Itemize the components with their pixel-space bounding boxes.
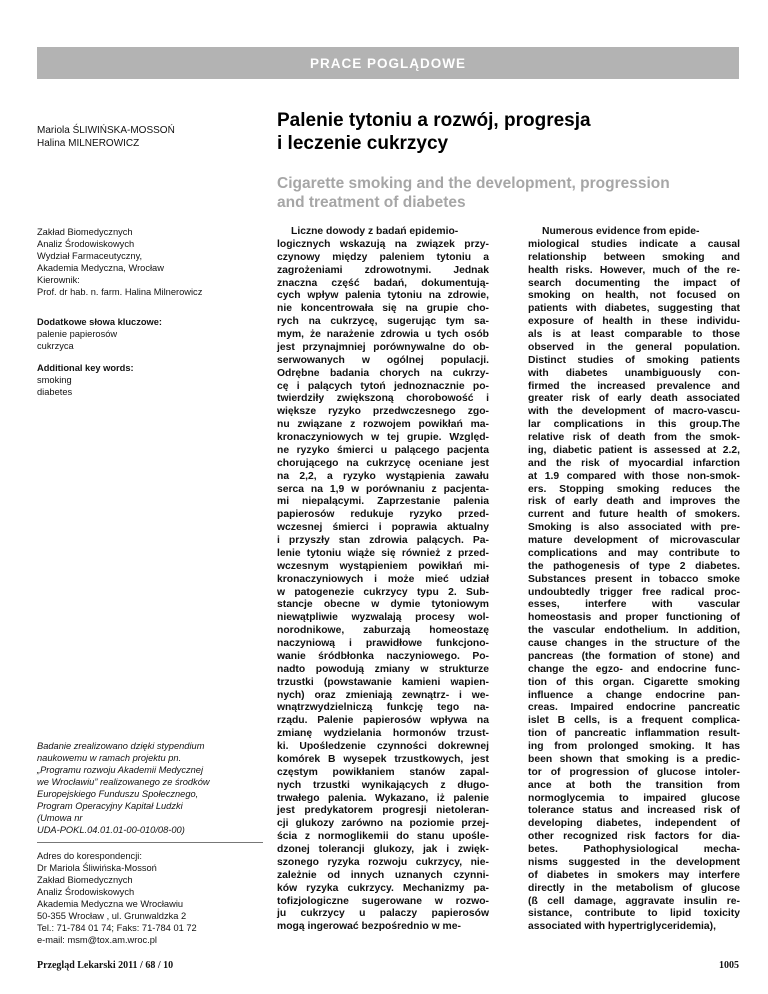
abstract-line: als is at least comparable to those bbox=[528, 329, 740, 340]
abstract-line: with diabetes unambiguously con- bbox=[528, 367, 740, 379]
abstract-line: other recognized risk factors for dia- bbox=[528, 831, 740, 843]
affiliation-line: Akademia Medyczna, Wrocław bbox=[37, 263, 164, 273]
abstract-line: mature development of microvascular bbox=[528, 535, 740, 546]
affiliation-line: Prof. dr hab. n. farm. Halina Milnerowicz bbox=[37, 287, 203, 297]
abstract-line: nisms suggested in the development bbox=[528, 856, 740, 868]
abstract-line: naczyniową i prawidłowe funkcjono- bbox=[277, 638, 489, 649]
address-line: Tel.: 71-784 01 74; Faks: 71-784 01 72 bbox=[37, 923, 197, 933]
abstract-line: rządu. Palenie papierosów wpływa na bbox=[277, 715, 489, 727]
abstract-line: the vascular endothelium. In addition, bbox=[528, 625, 740, 637]
abstract-line: Substances present in tobacco smoke bbox=[528, 573, 740, 585]
keyword: cukrzyca bbox=[37, 341, 74, 351]
abstract-line: relative risk of death from the smok- bbox=[528, 432, 740, 443]
funding-line: we Wrocławiu” realizowanego ze środków bbox=[37, 777, 210, 787]
abstract-line: pancreas (the formation of stone) and bbox=[528, 650, 740, 662]
abstract-line: ki. Upośledzenie czynności dokrewnej bbox=[277, 741, 489, 752]
abstract-line: ing, diabetic patient is assessed at 2.2, bbox=[528, 444, 740, 456]
abstract-line: nadto powodują zmiany w strukturze bbox=[277, 663, 489, 675]
abstract-line: ance at both the transition from bbox=[528, 779, 740, 791]
abstract-line: cause changes in the structure of the bbox=[528, 638, 740, 649]
abstract-line: mym, że narażenie zdrowia u tych osób bbox=[277, 329, 489, 340]
abstract-line: dzonej tolerancji glukozy, jak i zwięk- bbox=[277, 844, 489, 855]
abstract-line: serca na 1,9 w porównaniu z pacjenta- bbox=[277, 483, 489, 495]
abstract-line: ków ryzyka cukrzycy. Mechanizmy pa- bbox=[277, 882, 489, 894]
abstract-line: complications and may contribute to bbox=[528, 547, 740, 559]
abstract-english bbox=[528, 226, 740, 934]
abstract-line: częstym powikłaniem stanów zapal- bbox=[277, 766, 489, 778]
address-line: 50-355 Wrocław , ul. Grunwaldzka 2 bbox=[37, 911, 187, 921]
funding-note bbox=[37, 740, 257, 836]
abstract-line: ing from prolonged smoking. It has bbox=[528, 741, 740, 752]
abstract-line: exposure of health in these individu- bbox=[528, 316, 740, 328]
affiliation-line: Kierownik: bbox=[37, 275, 80, 285]
abstract-line: developing diabetes, independent of bbox=[528, 818, 740, 830]
abstract-line: niewątpliwie wyzwalają procesy wol- bbox=[277, 612, 489, 624]
affiliation bbox=[37, 226, 257, 298]
abstract-line: wczesnym wystąpieniem powikłań mi- bbox=[277, 560, 489, 572]
abstract-line: nych trzustki wynikających z długo- bbox=[277, 779, 489, 791]
abstract-line: kronaczyniowych w tej grupie. Względ- bbox=[277, 432, 489, 443]
abstract-line: Odrębne badania chorych na cukrzy- bbox=[277, 367, 489, 379]
abstract-line: cji glukozy zarówno na poziomie przej- bbox=[277, 818, 489, 830]
abstract-line: na 2,2, a ryzyko wystąpienia zawału bbox=[277, 470, 489, 482]
abstract-line: szonego ryzyka rozwoju cukrzycy, nie- bbox=[277, 856, 489, 868]
abstract-line: twierdziły zwiększoną chorobowość i bbox=[277, 393, 489, 405]
abstract-line: cę i palących tytoń jednoznacznie po- bbox=[277, 380, 489, 392]
keywords-english-heading: Additional key words: bbox=[37, 363, 134, 373]
abstract-line: kronaczyniowych i może mieć udział bbox=[277, 573, 489, 585]
abstract-line: been shown that smoking is a predic- bbox=[528, 753, 740, 765]
abstract-line: change the egzo- and endocrine func- bbox=[528, 663, 740, 675]
author-name: Mariola ŚLIWIŃSKA-MOSSOŃ bbox=[37, 125, 175, 136]
abstract-line: komórek B wysepek trzustkowych, jest bbox=[277, 753, 489, 765]
affiliation-line: Zakład Biomedycznych bbox=[37, 227, 133, 237]
abstract-line: sistance, contribute to lipid toxicity bbox=[528, 908, 740, 920]
abstract-line: Liczne dowody z badań epidemio- bbox=[291, 226, 459, 237]
keyword: palenie papierosów bbox=[37, 329, 118, 339]
abstract-line: directly in the metabolism of glucose bbox=[528, 882, 740, 894]
divider bbox=[37, 842, 263, 843]
funding-line: (Umowa nr bbox=[37, 813, 83, 823]
title-line: Palenie tytoniu a rozwój, progresja bbox=[277, 110, 591, 131]
abstract-line: nie koncentrowała się na grupie cho- bbox=[277, 303, 489, 315]
funding-line: Badanie zrealizowano dzięki stypendium bbox=[37, 741, 205, 751]
abstract-line: risk of early death and improves the bbox=[528, 496, 740, 508]
article-title-english bbox=[277, 174, 737, 212]
abstract-line: undoubtedly trigger free radical proc- bbox=[528, 586, 740, 598]
author-name: Halina MILNEROWICZ bbox=[37, 138, 140, 149]
funding-line: UDA-POKL.04.01.01-00-010/08-00) bbox=[37, 825, 185, 835]
abstract-line: Numerous evidence from epide- bbox=[542, 226, 700, 237]
abstract-line: relationship between smoking and bbox=[528, 251, 740, 263]
affiliation-line: Wydział Farmaceutyczny, bbox=[37, 251, 143, 261]
article-title-polish bbox=[277, 109, 737, 155]
abstract-line: search documenting the impact of bbox=[528, 277, 740, 289]
abstract-line: patients with diabetes, suggesting that bbox=[528, 303, 740, 315]
abstract-line: tofizjologiczne sugerowane w rozwo- bbox=[277, 895, 489, 907]
abstract-line: znaczna część badań, dokumentują- bbox=[277, 277, 489, 289]
abstract-line: normoglycemia to impaired glucose bbox=[528, 792, 740, 804]
abstract-line: islet B cells, is a frequent complica- bbox=[528, 715, 740, 727]
abstract-line: Distinct studies of smoking patients bbox=[528, 354, 740, 366]
funding-line: „Programu rozwoju Akademii Medycznej bbox=[37, 765, 204, 775]
abstract-line: creas. Impaired endocrine pancreatic bbox=[528, 702, 740, 714]
abstract-line: at 1.9 compared with those non-smok- bbox=[528, 470, 740, 482]
abstract-line: trzustki (powstawanie kamieni wapien- bbox=[277, 676, 489, 688]
keywords-english bbox=[37, 362, 257, 398]
correspondence-address bbox=[37, 850, 257, 946]
abstract-line: ścia z normoglikemii do stanu upośle- bbox=[277, 831, 489, 843]
address-line: Analiz Środowiskowych bbox=[37, 887, 135, 897]
abstract-line: associated with hypertriglyceridemia), bbox=[528, 921, 716, 933]
abstract-line: with the development of macro-vascu- bbox=[528, 406, 740, 418]
address-line: Adres do korespondencji: bbox=[37, 851, 142, 861]
funding-line: naukowemu w ramach projektu pn. bbox=[37, 753, 182, 763]
abstract-line: zagrożeniami zdrowotnymi. Jednak bbox=[277, 264, 489, 276]
abstract-line: esses, interfere with vascular bbox=[528, 599, 740, 611]
title-line: and treatment of diabetes bbox=[277, 194, 466, 211]
address-line: Akademia Medyczna we Wrocławiu bbox=[37, 899, 184, 909]
abstract-line: betes. Pathophysiological mecha- bbox=[528, 844, 740, 855]
journal-citation: Przegląd Lekarski 2011 / 68 / 10 bbox=[37, 960, 174, 971]
abstract-line: health risks. However, much of the re- bbox=[528, 264, 740, 276]
abstract-line: influence a change endocrine pan- bbox=[528, 689, 740, 701]
abstract-line: ne ryzyko śmierci u palącego pacjenta bbox=[277, 444, 489, 456]
address-line: Zakład Biomedycznych bbox=[37, 875, 133, 885]
author-list bbox=[37, 124, 247, 150]
abstract-line: observed in the general population. bbox=[528, 341, 740, 353]
abstract-line: tolerance status and increased risk of bbox=[528, 805, 740, 817]
abstract-line: the pathogenesis of type 2 diabetes. bbox=[528, 560, 740, 572]
abstract-line: czynowy między paleniem tytoniu a bbox=[277, 251, 489, 263]
abstract-line: of diabetes in smokers may interfere bbox=[528, 869, 740, 881]
abstract-polish bbox=[277, 226, 489, 934]
abstract-line: smoking on health, not focused on bbox=[528, 290, 740, 302]
abstract-line: trwałego palenia. Wykazano, iż palenie bbox=[277, 792, 489, 804]
abstract-line: miological studies indicate a causal bbox=[528, 238, 740, 250]
abstract-line: wczesnej śmierci i poprawia aktualny bbox=[277, 522, 489, 534]
abstract-line: jest predykatorem progresji nietoleran- bbox=[277, 805, 489, 817]
abstract-line: wanie śródbłonka naczyniowego. Po- bbox=[277, 650, 489, 662]
abstract-line: ju cukrzycy u palaczy papierosów bbox=[277, 908, 489, 920]
abstract-line: cych wpływ palenia tytoniu na zdrowie, bbox=[277, 290, 489, 302]
abstract-line: tor of progression of glucose intoler- bbox=[528, 766, 740, 778]
abstract-line: większe ryzyko przedwczesnego zgo- bbox=[277, 406, 489, 418]
page-number: 1005 bbox=[719, 960, 739, 971]
address-line: Dr Mariola Śliwińska-Mossoń bbox=[37, 863, 157, 873]
abstract-line: norodnikowe, zaburzają homeostazę bbox=[277, 625, 489, 637]
abstract-line: stancje obecne w dymie tytoniowym bbox=[277, 599, 489, 611]
abstract-line: current and future health of smokers. bbox=[528, 509, 740, 521]
affiliation-line: Analiz Środowiskowych bbox=[37, 239, 135, 249]
abstract-line: jest przynajmniej porównywalne do ob- bbox=[277, 341, 489, 353]
abstract-line: nu związane z rozwojem powikłań ma- bbox=[277, 419, 489, 431]
abstract-line: zmianę wydzielania hormonów trzust- bbox=[277, 728, 489, 740]
abstract-line: lenie tytoniu wiąże się również z przed- bbox=[277, 547, 489, 559]
abstract-line: ers. Stopping smoking reduces the bbox=[528, 483, 740, 495]
abstract-line: greater risk of early death associated bbox=[528, 393, 740, 405]
abstract-line: tion of this organ. Cigarette smoking bbox=[528, 676, 740, 688]
abstract-line: chorującego na cukrzycę oceniane jest bbox=[277, 457, 489, 469]
abstract-line: nych) oraz zmieniają zewnątrz- i we- bbox=[277, 689, 489, 701]
abstract-line: Smoking is also associated with pre- bbox=[528, 522, 740, 534]
abstract-line: lar complications in this group.The bbox=[528, 419, 740, 431]
abstract-line: homeostasis and proper functioning of bbox=[528, 612, 740, 624]
abstract-line: and the risk of myocardial infarction bbox=[528, 457, 740, 469]
keywords-polish bbox=[37, 316, 257, 352]
funding-line: Europejskiego Funduszu Społecznego, bbox=[37, 789, 199, 799]
title-line: Cigarette smoking and the development, progression bbox=[277, 175, 670, 192]
section-banner: PRACE POGLĄDOWE bbox=[37, 47, 739, 79]
abstract-line: zależnie od innych uznanych czynni- bbox=[277, 869, 489, 881]
address-line: e-mail: msm@tox.am.wroc.pl bbox=[37, 935, 157, 945]
funding-line: Program Operacyjny Kapitał Ludzki bbox=[37, 801, 183, 811]
keyword: diabetes bbox=[37, 387, 73, 397]
abstract-line: logicznych wskazują na związek przy- bbox=[277, 238, 489, 250]
title-line: i leczenie cukrzycy bbox=[277, 133, 449, 154]
abstract-line: mi niepalącymi. Zaprzestanie palenia bbox=[277, 496, 489, 508]
abstract-line: i przyszły stan zdrowia palących. Pa- bbox=[277, 535, 489, 546]
abstract-line: (ß cell damage, aggravate insulin re- bbox=[528, 895, 740, 907]
abstract-line: mogą ingerować bezpośrednio w me- bbox=[277, 921, 461, 933]
abstract-line: serwowanych w ogólnej populacji. bbox=[277, 354, 489, 366]
abstract-line: rych na cukrzycę, sugerując tym sa- bbox=[277, 316, 489, 328]
abstract-line: wnątrzwydzielniczą funkcję tego na- bbox=[277, 702, 489, 714]
keyword: smoking bbox=[37, 375, 72, 385]
keywords-polish-heading: Dodatkowe słowa kluczowe: bbox=[37, 317, 163, 327]
abstract-line: papierosów redukuje ryzyko przed- bbox=[277, 509, 489, 521]
abstract-line: tion of pancreatic inflammation result- bbox=[528, 728, 740, 740]
abstract-line: w patogenezie cukrzycy typu 2. Sub- bbox=[277, 586, 489, 598]
abstract-line: firmed the increased prevalence and bbox=[528, 380, 740, 392]
